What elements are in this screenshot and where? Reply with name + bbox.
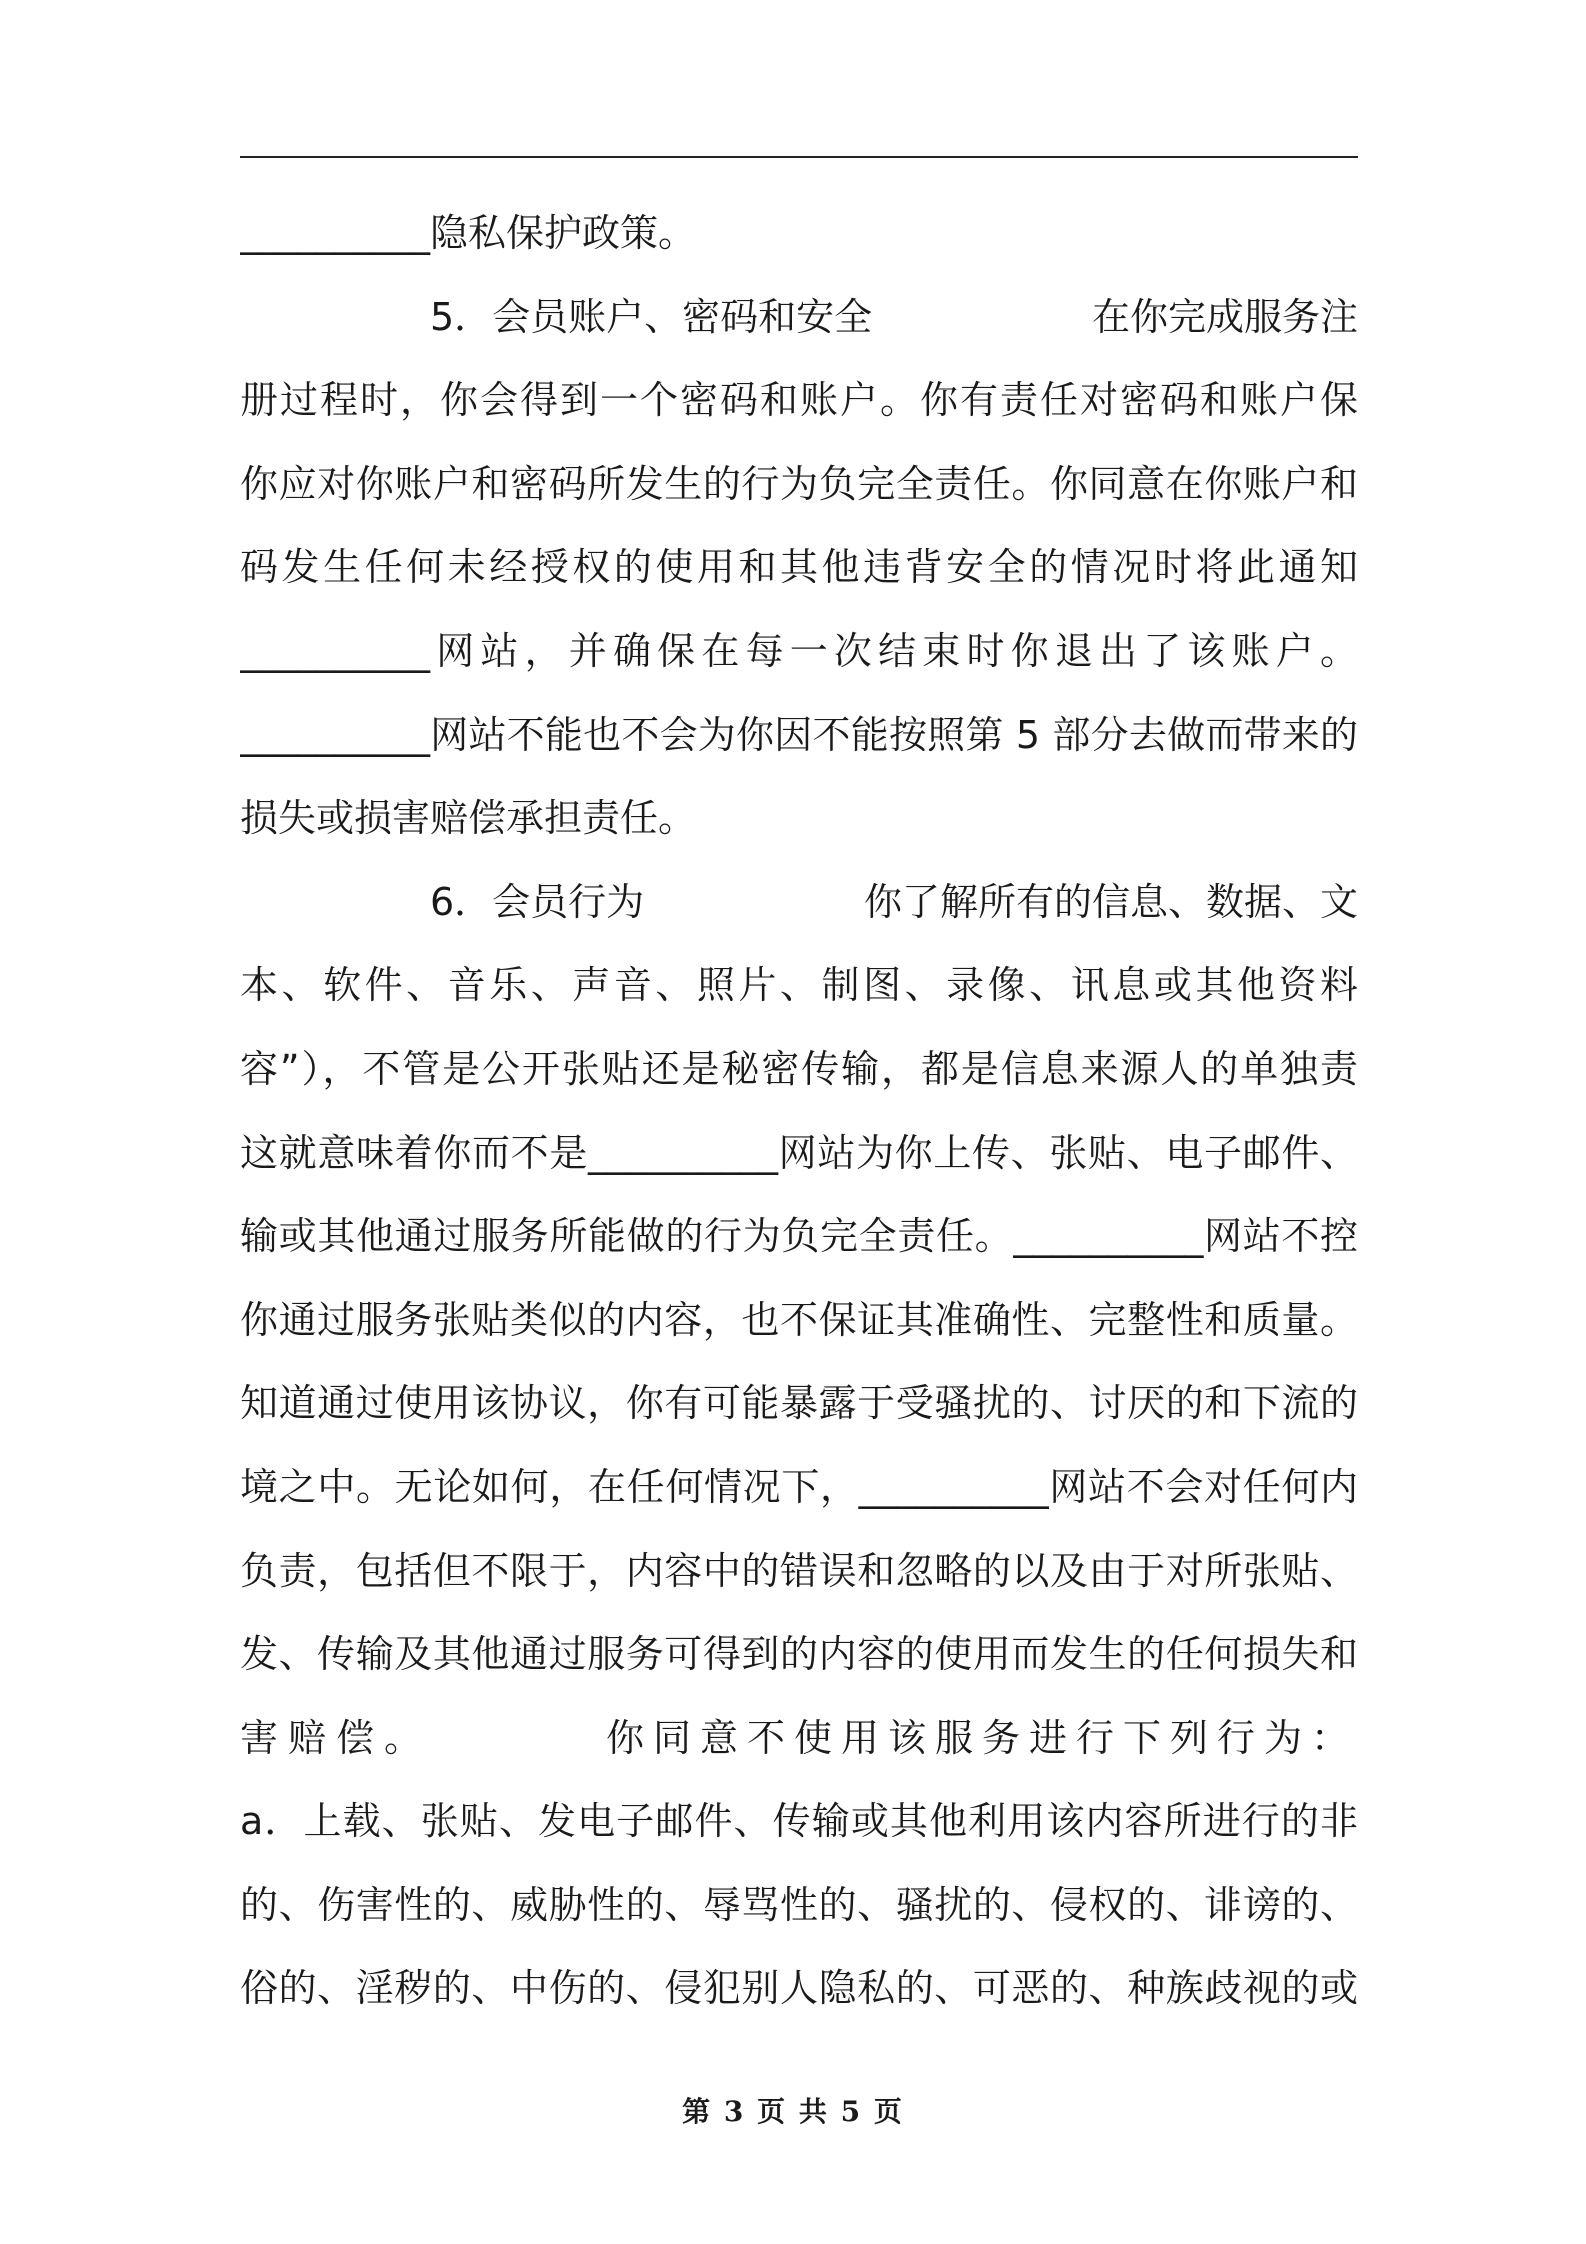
text-segment: 在你完成服务注 <box>1091 294 1358 339</box>
text-line: 境之中。无论如何，在任何情况下，__________网站不会对任何内 <box>240 1464 1358 1509</box>
text-line: 你通过服务张贴类似的内容，也不保证其准确性、完整性和质量。 <box>240 1297 1358 1342</box>
text-line: 负责，包括但不限于，内容中的错误和忽略的以及由于对所张贴、 <box>240 1548 1358 1593</box>
text-line: a．上载、张贴、发电子邮件、传输或其他利用该内容所进行的非 <box>240 1799 1358 1844</box>
text-segment: 你同意不使用该服务进行下列行为： <box>605 1715 1358 1760</box>
text-line: 的、伤害性的、威胁性的、辱骂性的、骚扰的、侵权的、诽谤的、 <box>240 1882 1358 1927</box>
text-segment: 你了解所有的信息、数据、文 <box>863 879 1358 924</box>
text-line <box>240 1697 1358 1781</box>
text-line: __________隐私保护政策。 <box>240 211 697 255</box>
text-line: 损失或损害赔偿承担责任。 <box>240 796 697 841</box>
text-line: 发、传输及其他通过服务可得到的内容的使用而发生的任何损失和 <box>240 1632 1358 1677</box>
text-line: __________网站，并确保在每一次结束时你退出了该账户。 <box>240 628 1358 673</box>
page-number-footer: 第 3 页 共 5 页 <box>682 2095 904 2128</box>
text-line: 容”），不管是公开张贴还是秘密传输，都是信息来源人的单独责 <box>240 1046 1358 1091</box>
text-line: __________网站不能也不会为你因不能按照第 5 部分去做而带来的 <box>240 712 1358 757</box>
text-line <box>240 861 1358 945</box>
text-line: 输或其他通过服务所能做的行为负完全责任。__________网站不控 <box>240 1214 1358 1259</box>
text-line: 册过程时，你会得到一个密码和账户。你有责任对密码和账户保 <box>240 378 1358 423</box>
document-body <box>240 192 1358 2031</box>
section-heading-6: 6．会员行为 <box>430 879 645 924</box>
text-line: 你应对你账户和密码所发生的行为负完全责任。你同意在你账户和 <box>240 461 1358 506</box>
text-line: 码发生任何未经授权的使用和其他违背安全的情况时将此通知 <box>240 545 1358 590</box>
header-rule <box>240 156 1358 158</box>
text-line: 这就意味着你而不是__________网站为你上传、张贴、电子邮件、 <box>240 1130 1358 1175</box>
section-heading-5: 5．会员账户、密码和安全 <box>430 294 873 339</box>
text-line: 俗的、淫秽的、中伤的、侵犯别人隐私的、可恶的、种族歧视的或 <box>240 1966 1358 2011</box>
text-line: 知道通过使用该协议，你有可能暴露于受骚扰的、讨厌的和下流的 <box>240 1381 1358 1426</box>
text-segment: 害赔偿。 <box>240 1715 433 1760</box>
text-line: 本、软件、音乐、声音、照片、制图、录像、讯息或其他资料 <box>240 963 1358 1008</box>
text-line <box>240 276 1358 360</box>
